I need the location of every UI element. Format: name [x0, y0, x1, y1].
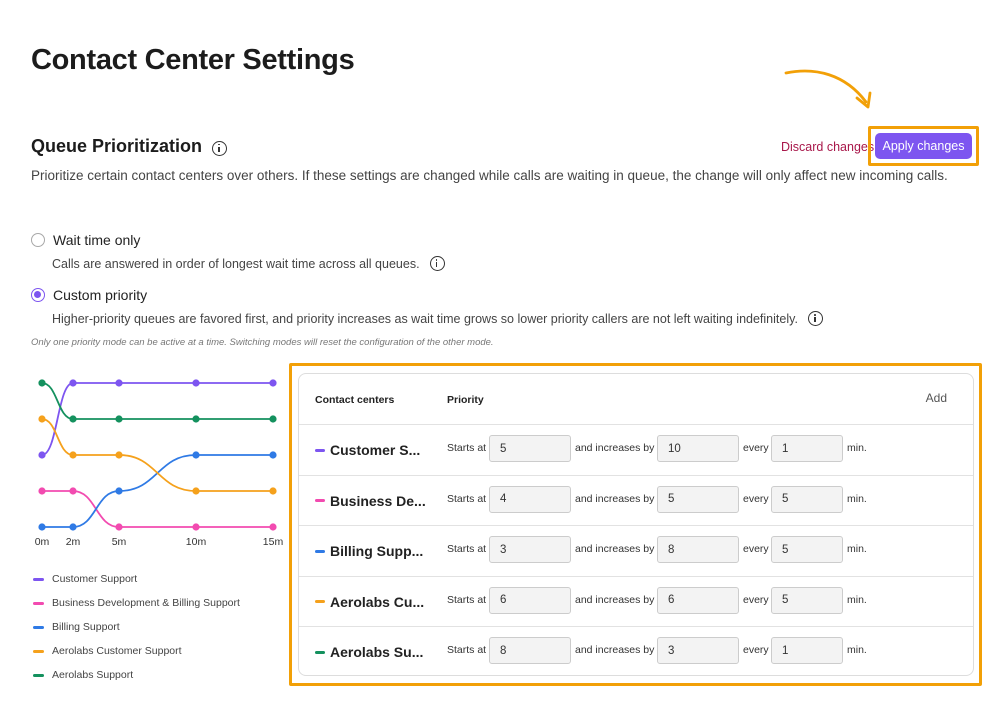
x-tick-label: 15m — [262, 536, 284, 548]
data-point — [115, 523, 122, 530]
contact-center-name[interactable] — [315, 543, 423, 559]
apply-changes-button[interactable]: Apply changes — [875, 133, 972, 159]
x-tick-label: 5m — [111, 536, 127, 548]
priority-mode-note: Only one priority mode can be active at a time. Switching modes will reset the configuration of the other mode. — [31, 337, 494, 348]
info-icon[interactable] — [430, 256, 445, 271]
starts-at-label: Starts at — [447, 644, 487, 656]
data-point — [192, 523, 199, 530]
contact-center-label: Business De... — [330, 492, 426, 509]
legend-label: Business Development & Billing Support — [52, 597, 240, 609]
every-label: every — [743, 543, 769, 555]
table-row — [299, 576, 974, 627]
contact-center-name[interactable] — [315, 493, 426, 509]
table-row — [299, 424, 974, 475]
data-point — [269, 451, 276, 458]
radio-wait-time-label: Wait time only — [53, 232, 141, 248]
starts-at-input[interactable] — [489, 486, 571, 513]
x-tick-label: 10m — [185, 536, 207, 548]
contact-center-name[interactable] — [315, 594, 424, 610]
contact-centers-table — [298, 373, 974, 676]
radio-custom-priority-sub: Higher-priority queues are favored first, and priority increases as wait time grows so lower priority callers are not left waiting indefinitely. — [52, 311, 798, 326]
data-point — [38, 487, 45, 494]
radio-custom-priority-label: Custom priority — [53, 287, 148, 303]
increases-by-label: and increases by — [575, 492, 655, 505]
legend-item — [33, 639, 240, 663]
color-swatch — [315, 550, 325, 553]
section-description: Prioritize certain contact centers over others. If these settings are changed while calls are waiting in queue, the change will only affect new incoming calls. — [31, 168, 948, 183]
increases-by-label: and increases by — [575, 442, 655, 454]
data-point — [38, 415, 45, 422]
data-point — [115, 379, 122, 386]
table-highlight — [289, 363, 982, 686]
radio-wait-time-description — [52, 256, 445, 271]
increases-by-input[interactable] — [657, 435, 739, 462]
legend-swatch — [33, 578, 44, 581]
apply-highlight — [868, 126, 979, 166]
radio-wait-time-sub: Calls are answered in order of longest wait time across all queues. — [52, 256, 420, 271]
starts-at-label: Starts at — [447, 593, 487, 606]
every-label: every — [743, 593, 769, 606]
data-point — [269, 415, 276, 422]
data-point — [115, 451, 122, 458]
legend-swatch — [33, 674, 44, 677]
section-title-text: Queue Prioritization — [31, 136, 203, 156]
series-line — [42, 491, 273, 527]
data-point — [115, 487, 122, 494]
data-point — [115, 415, 122, 422]
data-point — [69, 487, 76, 494]
contact-center-label: Aerolabs Su... — [330, 644, 424, 660]
increases-by-label: and increases by — [575, 593, 655, 606]
every-input[interactable] — [771, 637, 843, 664]
discard-changes-link[interactable]: Discard changes — [781, 140, 875, 154]
column-header-priority: Priority — [447, 394, 484, 406]
data-point — [69, 523, 76, 530]
starts-at-input[interactable] — [489, 587, 571, 614]
contact-center-label: Customer S... — [330, 442, 421, 458]
legend-label: Aerolabs Customer Support — [52, 645, 182, 657]
data-point — [269, 523, 276, 530]
chart-legend — [33, 567, 240, 687]
page-title: Contact Center Settings — [31, 44, 355, 76]
data-point — [192, 415, 199, 422]
data-point — [269, 487, 276, 494]
starts-at-label: Starts at — [447, 442, 487, 454]
legend-label: Billing Support — [52, 621, 120, 633]
every-label: every — [743, 442, 769, 454]
starts-at-input[interactable] — [489, 435, 571, 462]
priority-chart — [28, 370, 290, 555]
table-row — [299, 475, 974, 526]
data-point — [69, 415, 76, 422]
starts-at-input[interactable] — [489, 637, 571, 664]
legend-item — [33, 615, 240, 639]
data-point — [192, 487, 199, 494]
radio-custom-priority-control[interactable] — [31, 288, 45, 302]
min-label: min. — [847, 492, 867, 505]
legend-swatch — [33, 626, 44, 629]
table-row — [299, 525, 974, 576]
contact-center-name[interactable] — [315, 644, 423, 660]
data-point — [38, 451, 45, 458]
radio-wait-time-control[interactable] — [31, 233, 45, 247]
radio-custom-priority-description — [52, 311, 823, 326]
table-row — [299, 626, 974, 676]
legend-item — [33, 591, 240, 615]
starts-at-label: Starts at — [447, 492, 487, 505]
radio-wait-time[interactable] — [31, 232, 140, 248]
x-tick-label: 2m — [65, 536, 81, 548]
every-label: every — [743, 492, 769, 505]
data-point — [69, 379, 76, 386]
column-header-contact-centers: Contact centers — [315, 394, 395, 406]
every-input[interactable] — [771, 536, 843, 563]
increases-by-input[interactable] — [657, 486, 739, 513]
info-icon[interactable] — [808, 311, 823, 326]
series-line — [42, 383, 273, 419]
legend-swatch — [33, 650, 44, 653]
color-swatch — [315, 600, 325, 603]
every-input[interactable] — [771, 435, 843, 462]
starts-at-input[interactable] — [489, 536, 571, 563]
every-input[interactable] — [771, 486, 843, 513]
increases-by-input[interactable] — [657, 587, 739, 614]
data-point — [69, 451, 76, 458]
add-button[interactable]: Add — [925, 391, 947, 405]
legend-swatch — [33, 602, 44, 605]
every-label: every — [743, 644, 769, 656]
contact-center-name[interactable] — [315, 442, 420, 458]
x-tick-label: 0m — [34, 536, 50, 548]
increases-by-label: and increases by — [575, 644, 655, 656]
color-swatch — [315, 651, 325, 654]
increases-by-label: and increases by — [575, 543, 655, 555]
starts-at-label: Starts at — [447, 543, 487, 555]
annotation-arrow — [780, 64, 875, 114]
increases-by-input[interactable] — [657, 637, 739, 664]
radio-custom-priority[interactable] — [31, 287, 147, 303]
min-label: min. — [847, 543, 867, 555]
min-label: min. — [847, 593, 867, 606]
every-input[interactable] — [771, 587, 843, 614]
info-icon[interactable] — [212, 141, 227, 156]
legend-item — [33, 567, 240, 591]
data-point — [192, 379, 199, 386]
data-point — [38, 523, 45, 530]
min-label: min. — [847, 442, 867, 454]
legend-item — [33, 663, 240, 687]
legend-label: Customer Support — [52, 573, 138, 585]
legend-label: Aerolabs Support — [52, 669, 134, 681]
data-point — [38, 379, 45, 386]
contact-center-label: Aerolabs Cu... — [330, 593, 425, 610]
color-swatch — [315, 499, 325, 502]
data-point — [269, 379, 276, 386]
section-title — [31, 136, 227, 157]
data-point — [192, 451, 199, 458]
min-label: min. — [847, 644, 867, 656]
color-swatch — [315, 449, 325, 452]
increases-by-input[interactable] — [657, 536, 739, 563]
contact-center-label: Billing Supp... — [330, 543, 424, 559]
